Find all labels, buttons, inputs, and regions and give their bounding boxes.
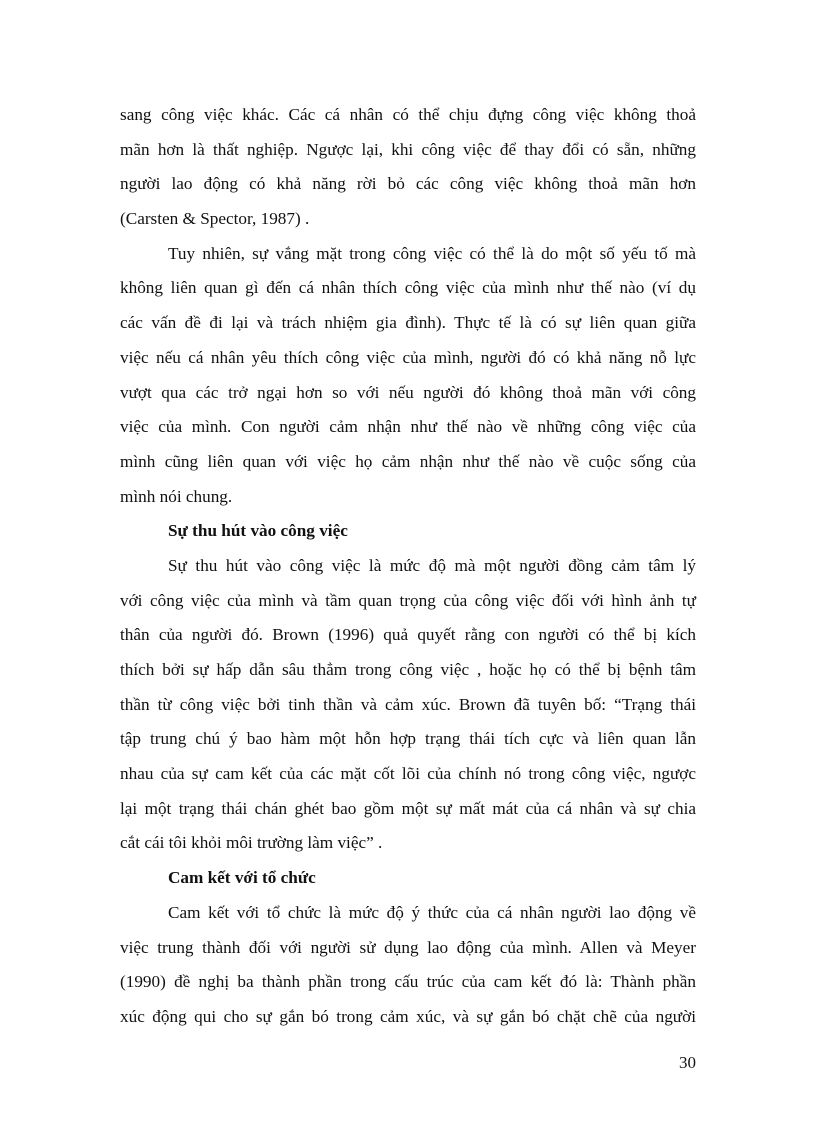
text-line: cắt cái tôi khỏi môi trường làm việc” . [120,833,383,853]
text-line: Sự thu hút vào công việc là mức độ mà một người đồng cảm tâm lý [168,555,696,575]
page-number: 30 [679,1053,696,1072]
text-line: với công việc của mình và tầm quan trọng của công việc đối với hình ảnh tự [120,590,696,610]
text-line: các vấn đề đi lại và trách nhiệm gia đình). Thực tế là có sự liên quan giữa [120,313,696,333]
section-heading-job-involvement: Sự thu hút vào công việc [168,521,348,541]
text-line: tập trung chú ý bao hàm một hỗn hợp trạng thái tích cực và liên quan lẫn [120,729,696,749]
text-line: nhau của sự cam kết của các mặt cốt lõi của chính nó trong công việc, ngược [120,764,696,784]
section-heading-organizational-commitment: Cam kết với tổ chức [168,868,316,888]
text-line: Cam kết với tổ chức là mức độ ý thức của cá nhân người lao động về [168,902,696,922]
text-line: thân của người đó. Brown (1996) quả quyết rằng con người có thể bị kích [120,625,696,645]
text-line: mãn hơn là thất nghiệp. Ngược lại, khi công việc để thay đổi có sẵn, những [120,139,696,159]
text-line: mình nói chung. [120,486,233,506]
text-line: mình cũng liên quan với việc họ cảm nhận như thế nào về cuộc sống của [120,451,696,471]
text-line: xúc động qui cho sự gắn bó trong cảm xúc, và sự gắn bó chặt chẽ của người [120,1006,696,1026]
text-line: (1990) đề nghị ba thành phần trong cấu trúc của cam kết đó là: Thành phần [120,972,696,992]
paragraph-job-involvement [120,549,696,861]
text-line: (Carsten & Spector, 1987) . [120,209,310,229]
text-line: việc của mình. Con người cảm nhận như thế nào về những công việc của [120,417,696,437]
page-body [120,98,696,1035]
text-line: việc nếu cá nhân yêu thích công việc của mình, người đó có khả năng nỗ lực [120,347,696,367]
paragraph-absence [120,237,696,515]
text-line: việc trung thành đối với người sử dụng lao động của mình. Allen và Meyer [120,937,696,957]
text-line: người lao động có khả năng rời bỏ các công việc không thoả mãn hơn [120,174,696,194]
text-line: Tuy nhiên, sự vắng mặt trong công việc có thể là do một số yếu tố mà [168,243,696,263]
paragraph-carsten-spector [120,98,696,237]
text-line: thần từ công việc bởi tinh thần và cảm xúc. Brown đã tuyên bố: “Trạng thái [120,694,696,714]
text-line: lại một trạng thái chán ghét bao gồm một sự mất mát của cá nhân và sự chia [120,798,696,818]
text-line: sang công việc khác. Các cá nhân có thể chịu đựng công việc không thoả [120,105,696,124]
text-line: không liên quan gì đến cá nhân thích công việc của mình như thế nào (ví dụ [120,278,696,298]
paragraph-organizational-commitment [120,896,696,1035]
text-line: vượt qua các trở ngại hơn so với nếu người đó không thoả mãn với công [120,382,696,402]
text-line: thích bởi sự hấp dẫn sâu thẳm trong công việc , hoặc họ có thể bị bệnh tâm [120,660,696,679]
